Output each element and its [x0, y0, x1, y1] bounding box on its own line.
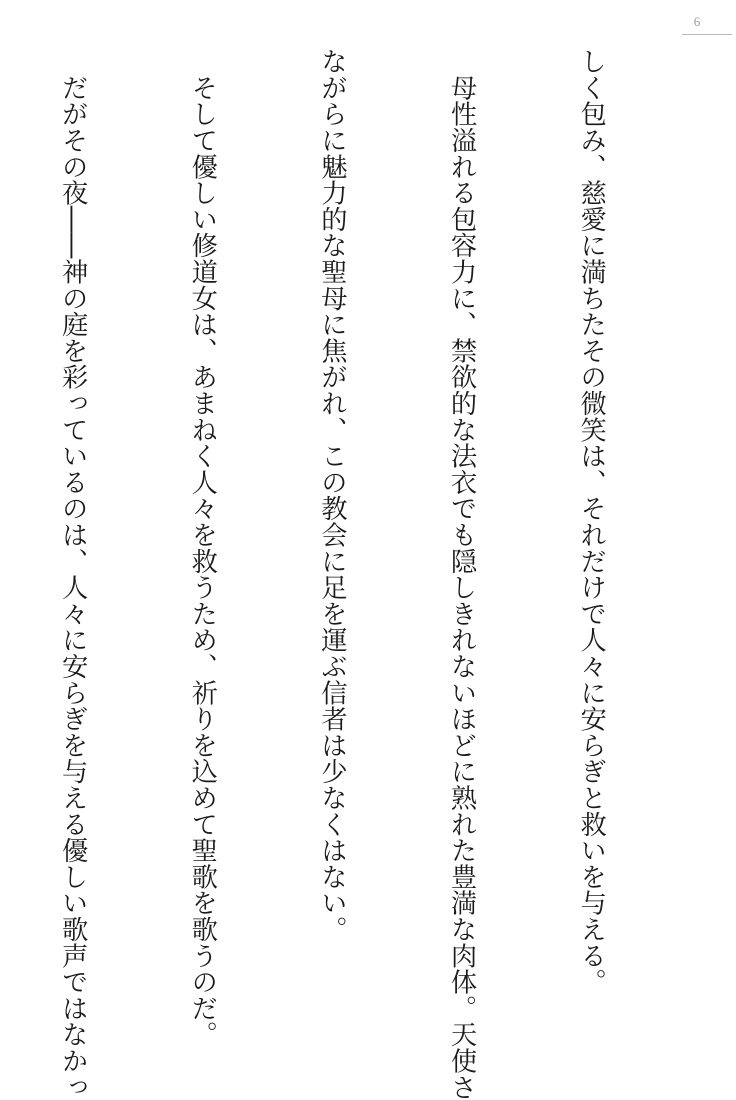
- text-line: 母性溢れる包容力に、禁欲的な法衣でも隠しきれないほどに熟れた豊満な肉体。天使さ: [445, 48, 476, 1100]
- text-line: ながらに魅力的な聖母に焦がれ、この教会に足を運ぶ信者は少なくはない。: [316, 48, 347, 943]
- text-line: そして優しい修道女は、あまねく人々を救うため、祈りを込めて聖歌を歌うのだ。: [186, 48, 217, 1048]
- vertical-text-block: [0, 48, 698, 1100]
- page-number: 6: [693, 14, 701, 29]
- page-number-rule: [682, 34, 732, 35]
- text-line: しく包み、慈愛に満ちたその微笑は、それだけで人々に安らぎと救いを与える。: [575, 48, 606, 995]
- text-line: だがその夜――神の庭を彩っているのは、人々に安らぎを与える優しい歌声ではなかっ: [57, 48, 88, 1100]
